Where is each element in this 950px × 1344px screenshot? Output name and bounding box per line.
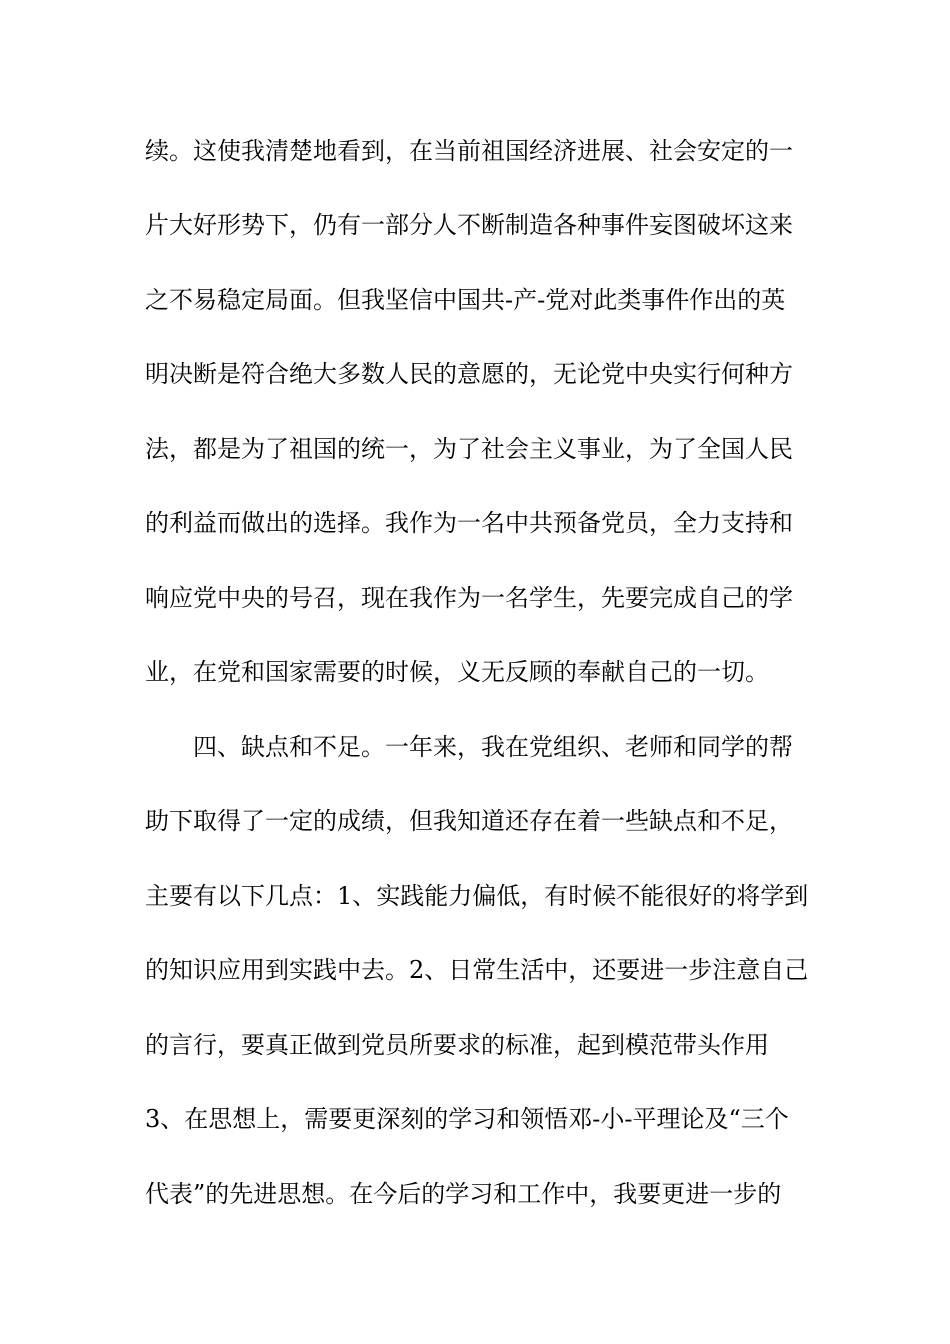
paragraph-line: 的利益而做出的选择。我作为一名中共预备党员，全力支持和 [145, 509, 793, 537]
paragraph-line: 明决断是符合绝大多数人民的意愿的，无论党中央实行何种方 [145, 360, 793, 388]
paragraph-first-line: 四、缺点和不足。一年来，我在党组织、老师和同学的帮 [193, 733, 793, 761]
paragraph-line: 的言行，要真正做到党员所要求的标准，起到模范带头作用 [145, 1031, 769, 1059]
paragraph-line: 法，都是为了祖国的统一，为了社会主义事业，为了全国人民 [145, 435, 793, 463]
paragraph-line: 续。这使我清楚地看到，在当前祖国经济进展、社会安定的一 [145, 137, 793, 165]
paragraph-line: 助下取得了一定的成绩，但我知道还存在着一些缺点和不足， [145, 807, 793, 835]
paragraph-line: 业，在党和国家需要的时候，义无反顾的奉献自己的一切。 [145, 658, 769, 686]
paragraph-line: 片大好形势下，仍有一部分人不断制造各种事件妄图破坏这来 [145, 211, 793, 239]
paragraph-line: 代表”的先进思想。在今后的学习和工作中，我要更进一步的 [145, 1180, 782, 1208]
paragraph-line: 主要有以下几点：1、实践能力偏低，有时候不能很好的将学到 [145, 882, 809, 910]
paragraph-line: 3、在思想上，需要更深刻的学习和领悟邓-小-平理论及“三个 [145, 1105, 789, 1133]
paragraph-line: 之不易稳定局面。但我坚信中国共-产-党对此类事件作出的英 [145, 286, 786, 314]
paragraph-line: 的知识应用到实践中去。2、日常生活中，还要进一步注意自己 [145, 956, 809, 984]
paragraph-line: 响应党中央的号召，现在我作为一名学生，先要完成自己的学 [145, 584, 793, 612]
